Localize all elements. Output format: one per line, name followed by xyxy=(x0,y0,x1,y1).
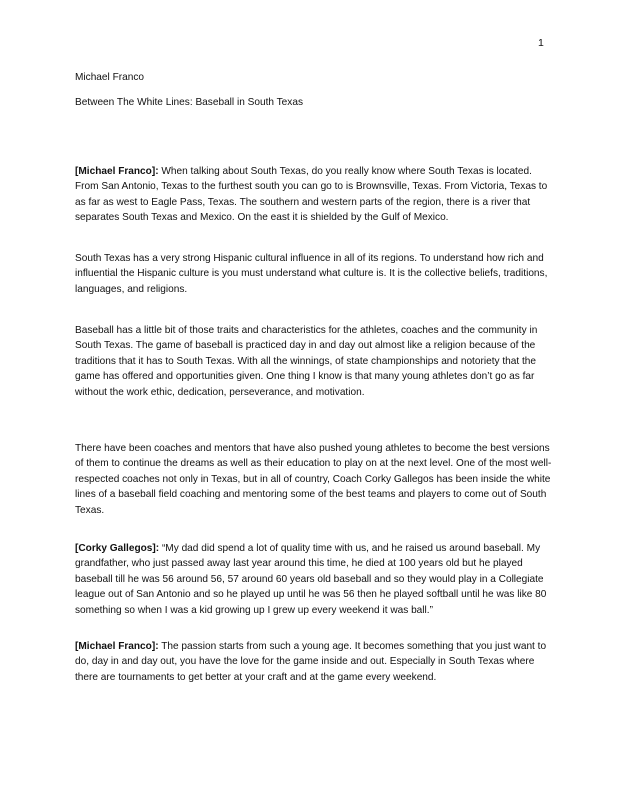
paragraph-text: The passion starts from such a young age. It becomes something that you just want to do, day in and day out, you have the love for the game inside and out. Especially in South Texas where there are tournaments to get better at your craft and at the game every weekend. xyxy=(75,641,547,683)
paragraph xyxy=(75,639,553,685)
speaker-label: [Michael Franco]: xyxy=(75,166,159,177)
paragraph-text: Baseball has a little bit of those traits and characteristics for the athletes, coaches and the community in South Texas. The game of baseball is practiced day in and day out almost like a religion because of the traditions that it has to South Texas. With all the winnings, of state championships and notoriety that the game has offered and opportunities given. One thing I know is that many young athletes don’t go as far without the work ethic, dedication, perseverance, and motivation. xyxy=(75,325,538,398)
paragraph-text: There have been coaches and mentors that have also pushed young athletes to become the best versions of them to continue the dreams as well as their education to play on at the next level. One of the most well-respected coaches not only in Texas, but in all of country, Coach Corky Gallegos has been inside the white lines of a baseball field coaching and mentoring some of the best teams and players to come out of South Texas. xyxy=(75,443,552,516)
paragraph-text: “My dad did spend a lot of quality time with us, and he raised us around baseball. My grandfather, who just passed away last year around this time, he died at 100 years old but he played baseball till he was 56 around 56, 57 around 60 years old baseball and so they would play in a Collegiate league out of San Antonio and so he played up until he was 56 then he played softball until he was like 80 something so when I was a kid growing up I grew up every weekend it was ball.” xyxy=(75,543,547,616)
paragraph xyxy=(75,164,553,226)
paragraph xyxy=(75,251,553,297)
document-title: Between The White Lines: Baseball in South Texas xyxy=(75,97,303,108)
paragraph-text: South Texas has a very strong Hispanic cultural influence in all of its regions. To understand how rich and influential the Hispanic culture is you must understand what culture is. It is the collective beliefs, traditions, languages, and religions. xyxy=(75,253,548,295)
paragraph xyxy=(75,323,553,400)
speaker-label: [Michael Franco]: xyxy=(75,641,159,652)
paragraph xyxy=(75,541,553,618)
page-number: 1 xyxy=(538,37,544,49)
speaker-label: [Corky Gallegos]: xyxy=(75,543,160,554)
paragraph xyxy=(75,441,553,518)
paragraph-text: When talking about South Texas, do you really know where South Texas is located. From San Antonio, Texas to the furthest south you can go to is Brownsville, Texas. From Victoria, Texas to as far as west to Eagle Pass, Texas. The southern and western parts of the region, there is a river that separates South Texas and Mexico. On the east it is shielded by the Gulf of Mexico. xyxy=(75,166,548,224)
author-name: Michael Franco xyxy=(75,72,145,83)
